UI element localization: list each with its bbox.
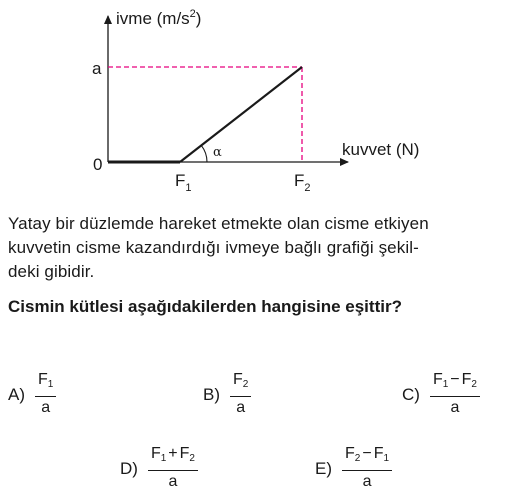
x-tick-label-f1: $F_1$ (175, 171, 192, 194)
question-prompt: Cismin kütlesi aşağıdakilerden hangisine eşittir? (8, 297, 402, 316)
y-axis-label: ivme $(m/s^2)$ (116, 8, 202, 28)
option-d-letter: D) (120, 458, 138, 478)
angle-label: α (213, 145, 222, 160)
question-line-2: kuvvetin cisme kazandırdığı ivmeye bağlı grafiği şekil- (8, 238, 419, 257)
x-axis-label: kuvvet (N) (342, 140, 420, 159)
question-line-1: Yatay bir düzlemde hareket etmekte olan cisme etkiyen (8, 214, 429, 233)
option-e-fraction: $\frac{F_2 - F_1}{a}$ (342, 444, 392, 493)
x-tick-label-f2: $F_2$ (294, 171, 311, 194)
question-text (8, 212, 508, 284)
option-e-letter: E) (315, 458, 332, 478)
option-b-fraction: $\frac{F_2}{a}$ (230, 370, 251, 419)
angle-arc (201, 145, 207, 162)
option-b-letter: B) (203, 384, 220, 404)
y-tick-label-a: a (92, 59, 102, 78)
question-line-3: deki gibidir. (8, 262, 95, 281)
option-c-fraction: $\frac{F_1 - F_2}{a}$ (430, 370, 480, 419)
option-a-fraction: $\frac{F_1}{a}$ (35, 370, 56, 419)
option-d[interactable] (120, 444, 198, 493)
force-acceleration-graph (0, 0, 514, 200)
option-a[interactable] (8, 370, 56, 419)
option-c[interactable] (402, 370, 480, 419)
origin-label: 0 (93, 155, 103, 174)
series-line-rising (180, 67, 302, 162)
option-a-letter: A) (8, 384, 25, 404)
option-c-letter: C) (402, 384, 420, 404)
option-b[interactable] (203, 370, 251, 419)
option-d-fraction: $\frac{F_1 + F_2}{a}$ (148, 444, 198, 493)
option-e[interactable] (315, 444, 392, 493)
